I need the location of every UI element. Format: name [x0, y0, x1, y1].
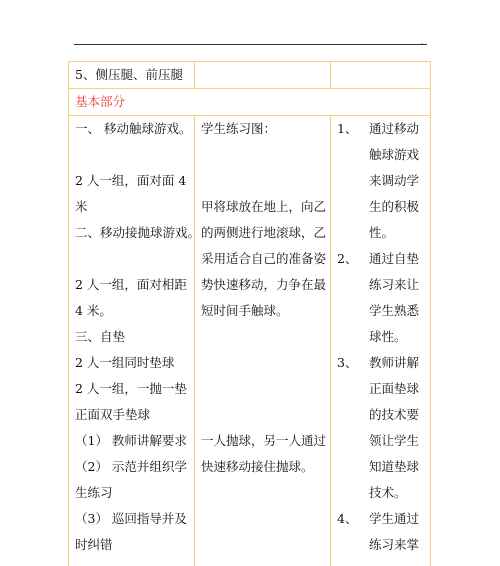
- purpose-line: 通过移动: [369, 121, 420, 136]
- column-divider-row1: [194, 61, 195, 88]
- column-divider-row1-b: [330, 61, 331, 88]
- content-line: 三、自垫: [75, 329, 126, 344]
- table-border-left: [68, 61, 69, 566]
- content-line: 4 米。: [75, 303, 112, 318]
- purpose-number: 2、: [337, 251, 358, 266]
- purpose-line: 知道垫球: [369, 459, 420, 474]
- content-line: 正面双手垫球: [75, 407, 151, 422]
- purpose-line: 学生熟悉: [369, 303, 420, 318]
- purpose-line: 练习来让: [369, 277, 420, 292]
- purpose-line: 练习来掌: [369, 537, 420, 552]
- content-line: 米: [75, 199, 88, 214]
- purpose-line: 领让学生: [369, 433, 420, 448]
- purpose-line: 性。: [369, 225, 395, 240]
- purpose-number: 3、: [337, 355, 358, 370]
- content-line: 2 人一组，面对相距: [75, 277, 187, 292]
- practice-line: 甲将球放在地上，向乙: [201, 199, 327, 214]
- purpose-line: 学生通过: [369, 511, 420, 526]
- practice-line: 短时间手触球。: [201, 303, 289, 318]
- column-divider-2: [330, 115, 331, 566]
- practice-line: 势快速移动，力争在最: [201, 277, 327, 292]
- content-line: 时纠错: [75, 537, 113, 552]
- content-line: （3） 巡回指导并及: [75, 511, 187, 526]
- warmup-item: 5、侧压腿、前压腿: [75, 67, 183, 82]
- purpose-line: 球性。: [369, 329, 407, 344]
- purpose-line: 通过自垫: [369, 251, 420, 266]
- practice-line: 一人抛球，另一人通过: [201, 433, 327, 448]
- table-border-right: [430, 61, 431, 566]
- purpose-line: 技术。: [369, 485, 407, 500]
- lesson-plan-table: [68, 61, 431, 566]
- practice-line: 的两侧进行地滚球，乙: [201, 225, 327, 240]
- purpose-line: 教师讲解: [369, 355, 420, 370]
- content-line: 二、移动接抛球游戏。: [75, 225, 201, 240]
- content-line: （1） 教师讲解要求: [75, 433, 187, 448]
- content-line: 生练习: [75, 485, 113, 500]
- content-line: （2） 示范并组织学: [75, 459, 187, 474]
- purpose-line: 触球游戏: [369, 147, 420, 162]
- practice-line: 学生练习图：: [201, 121, 277, 136]
- content-line: 2 人一组同时垫球: [75, 355, 175, 370]
- section-heading: 基本部分: [75, 94, 126, 109]
- content-line: 2 人一组，一抛一垫: [75, 381, 187, 396]
- content-line: 2 人一组，面对面 4: [75, 173, 187, 188]
- purpose-line: 正面垫球: [369, 381, 420, 396]
- content-line: 一、 移动触球游戏。: [75, 121, 192, 136]
- purpose-line: 的技术要: [369, 407, 420, 422]
- column-divider-1: [194, 115, 195, 566]
- purpose-number: 4、: [337, 511, 358, 526]
- purpose-line: 来调动学: [369, 173, 420, 188]
- header-rule: [74, 44, 427, 45]
- purpose-line: 生的积极: [369, 199, 420, 214]
- header-mark: .: [421, 38, 424, 46]
- practice-line: 采用适合自己的准备姿: [201, 251, 327, 266]
- purpose-number: 1、: [337, 121, 358, 136]
- practice-line: 快速移动接住抛球。: [201, 459, 314, 474]
